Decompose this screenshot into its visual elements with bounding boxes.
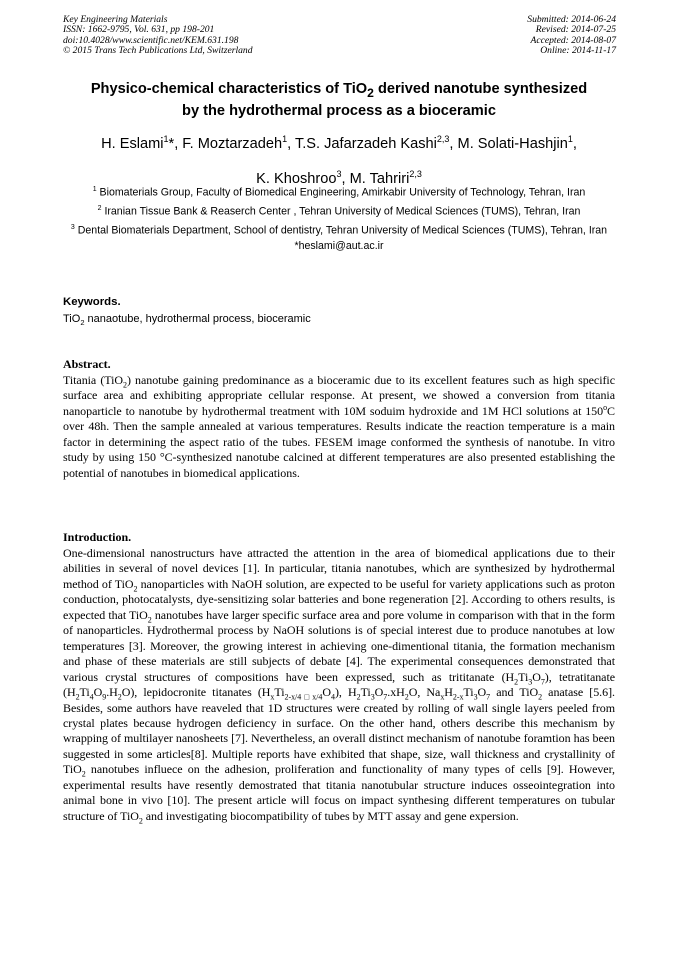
author-line-1: H. Eslami$^1$*, F. Moztarzadeh$^1$, T.S. Jafarzadeh Kashi$^{2,3}$, M. Solati-Hashjin$^1$, bbox=[101, 134, 577, 152]
publication-dates bbox=[527, 15, 616, 57]
keywords-text: TiO$_2$ nanaotube, hydrothermal process, bioceramic bbox=[63, 313, 311, 328]
journal-copyright: © 2015 Trans Tech Publications Ltd, Switzerland bbox=[63, 45, 253, 57]
affiliations bbox=[60, 182, 618, 254]
journal-issn: ISSN: 1662-9795, Vol. 631, pp 198-201 bbox=[63, 24, 215, 36]
affiliation-1: $^1$ Biomaterials Group, Faculty of Biomedical Engineering, Amirkabir University of Technology, Tehran, Iran bbox=[92, 186, 586, 199]
keywords-heading: Keywords. bbox=[63, 296, 121, 308]
introduction-heading: Introduction. bbox=[63, 530, 132, 544]
affiliation-2: $^2$ Iranian Tissue Bank & Reaserch Center , Tehran University of Medical Sciences (TUMS), Tehran, Iran bbox=[97, 204, 581, 218]
introduction-text: One-dimensional nanostructurs have attracted the attention in the area of biomedical applications due to their abilities in several of novel devices [1]. In particular, titania nanotubes, which are synthesized by hydrothermal method of TiO$_2$ nanoparticles with NaOH solution, are expected to be useful for variety applications such as proton conduction, photocatalysts, dye-sensitizing solar batteries and bone regeneration [2]. According to others results, is expected that TiO$_2$ nanotubes have larger specific surface area and pore volume in comparison with that in the form of nanoparticles. Hydrothermal process by NaOH solutions is of special interest due to produce nanotubes at low temperatures [3]. Moreover, the growing interest in achieving one-dimentional titania, the formation mechanism and phase of these materials are still subjects of debate [4]. The experimental consequences demonstrated that various crystal structures of compositions have been expressed, such as trititanate $(H_2Ti_3O_7)$, tetratitanate $(H_2Ti_4O_9.H_2O)$, lepidocronite titanates $(H_xTi_{2-x/4□x/4}O_4)$, $H_2Ti_3O_7.xH_2O$, $Na_xH_{2-x}Ti_3O_7$ and TiO$_2$ anatase [5.6]. Besides, some authors have reaveled that 1D structures were created by rolling of wall single layers peeled from crystal plates because hydrogen deficiency in surface. On the other hand, others describe this mechanism by wrapping of multilayer nanosheets [7]. Nevertheless, an overall distinct mechanism of nanotube foramtion has been suggested in some articles[8]. Multiple reports have exhibited that shape, size, wall thickness and crystallinity of TiO$_2$ nanotubes influece on the adhesion, proliferation and functionality of many types of cells [9]. However, experimental results have resently demostrated that titania nanotubular structure induces osseointegration into animal bone in vivo [10]. The present article will focus on impact synthesing different temperatures on tubular structure of TiO$_2$ and investigating biocompatibility of tubes by MTT assay and gene expersion. bbox=[63, 546, 616, 826]
date-submitted: Submitted: 2014-06-24 bbox=[527, 14, 616, 25]
abstract-text: Titania (TiO$_2$) nanotube gaining predominance as a bioceramic due to its excellent features such as high specific surface area and exhibiting appropriate cellular response. At present, we showed a conversion from titania nanoparticle to nanotube by hydrothermal treatment with 10M soduim hydroxide and 1M HCl solutions at 150$^o$C over 48h. Then the sample annealed at various temperatures. Results indicate the reaction temperature is a main factor in determining the aspect ratio of the tubes. FESEM image conformed the synthesis of nanotube. In vitro study by using 150 °C-synthesized nanotube calcined at different temperatures are also presented establishing the potential of nanotubes in biomedical applications. bbox=[63, 373, 615, 480]
date-online: Online: 2014-11-17 bbox=[540, 45, 616, 57]
journal-doi: doi:10.4028/www.scientific.net/KEM.631.198 bbox=[63, 34, 239, 46]
author-line-2: K. Khoshroo$^3$, M. Tahriri$^{2,3}$ bbox=[256, 168, 422, 187]
corresponding-email: *heslami@aut.ac.ir bbox=[294, 239, 384, 252]
title-line-1: Physico-chemical characteristics of TiO$_2$ derived nanotube synthesized bbox=[90, 81, 588, 100]
date-revised: Revised: 2014-07-25 bbox=[535, 24, 616, 36]
affiliation-3: $^3$ Dental Biomaterials Department, School of dentistry, Tehran University of Medical Sciences (TUMS), Tehran, Iran bbox=[70, 223, 608, 237]
journal-info bbox=[63, 15, 253, 57]
journal-name: Key Engineering Materials bbox=[63, 14, 168, 25]
title-line-2: by the hydrothermal process as a bioceramic bbox=[182, 102, 496, 119]
paper-title bbox=[40, 80, 638, 120]
abstract-heading: Abstract. bbox=[63, 357, 111, 371]
journal-header bbox=[63, 15, 616, 57]
date-accepted: Accepted: 2014-08-07 bbox=[530, 34, 616, 46]
